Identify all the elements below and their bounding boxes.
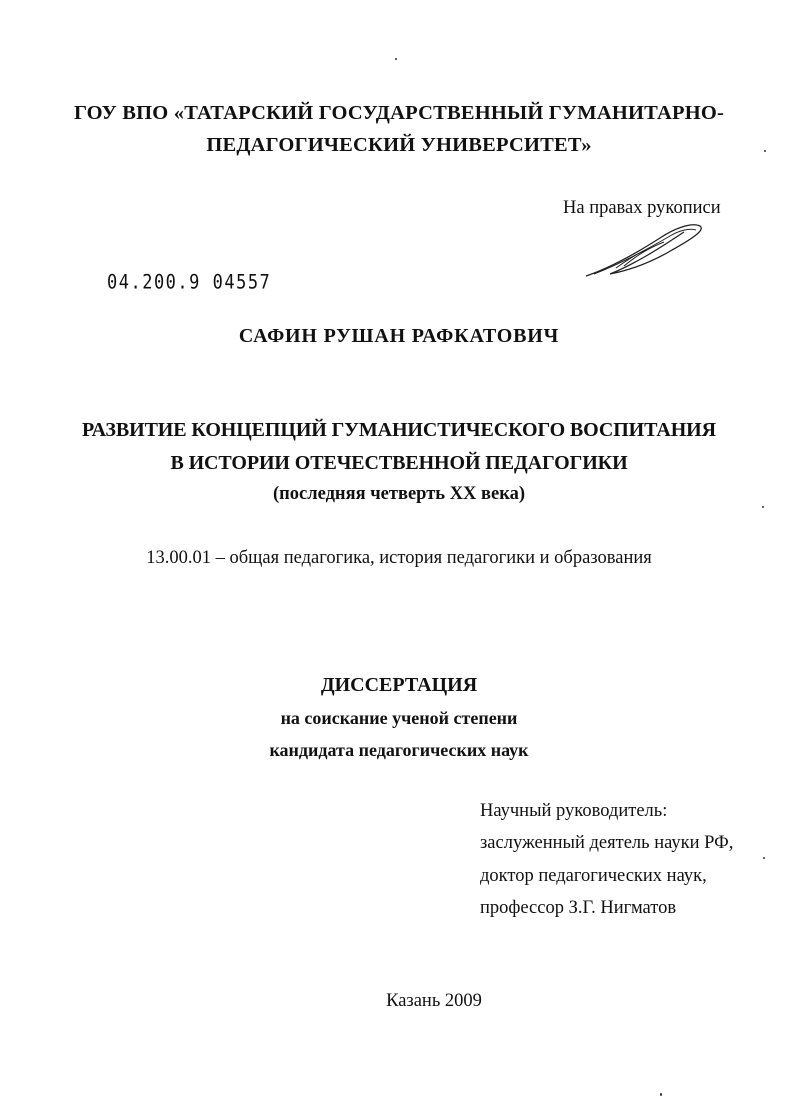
manuscript-note: На правах рукописи [563, 198, 721, 218]
institution-line-2: ПЕДАГОГИЧЕСКИЙ УНИВЕРСИТЕТ» [206, 134, 592, 156]
author-name: САФИН РУШАН РАФКАТОВИЧ [238, 325, 560, 347]
title-line-1: РАЗВИТИЕ КОНЦЕПЦИЙ ГУМАНИСТИЧЕСКОГО ВОСПИТАНИЯ [82, 419, 716, 441]
supervisor-title-2: доктор педагогических наук, [480, 866, 707, 886]
dissertation-degree-line-1: на соискание ученой степени [280, 708, 518, 728]
title-period: (последняя четверть XX века) [272, 484, 526, 504]
registration-number-text: 04.200.9 04557 [107, 271, 272, 294]
scan-speck [764, 150, 766, 152]
signature [580, 218, 710, 282]
scan-speck [762, 506, 764, 508]
institution-line-1: ГОУ ВПО «ТАТАРСКИЙ ГОСУДАРСТВЕННЫЙ ГУМАНИТАРНО- [73, 102, 725, 124]
supervisor-name: профессор З.Г. Нигматов [480, 898, 677, 918]
scan-speck [763, 857, 765, 859]
title-line-2: В ИСТОРИИ ОТЕЧЕСТВЕННОЙ ПЕДАГОГИКИ [170, 452, 628, 474]
dissertation-degree-line-2: кандидата педагогических наук [269, 740, 529, 760]
scan-speck [395, 58, 397, 60]
city-year: Казань 2009 [386, 991, 482, 1011]
registration-number [107, 271, 271, 294]
specialty-code: 13.00.01 – общая педагогика, история педагогики и образования [146, 548, 652, 568]
supervisor-title-1: заслуженный деятель науки РФ, [480, 833, 734, 853]
scan-speck [660, 1093, 662, 1096]
supervisor-label: Научный руководитель: [480, 801, 668, 821]
dissertation-heading: ДИССЕРТАЦИЯ [320, 674, 478, 696]
